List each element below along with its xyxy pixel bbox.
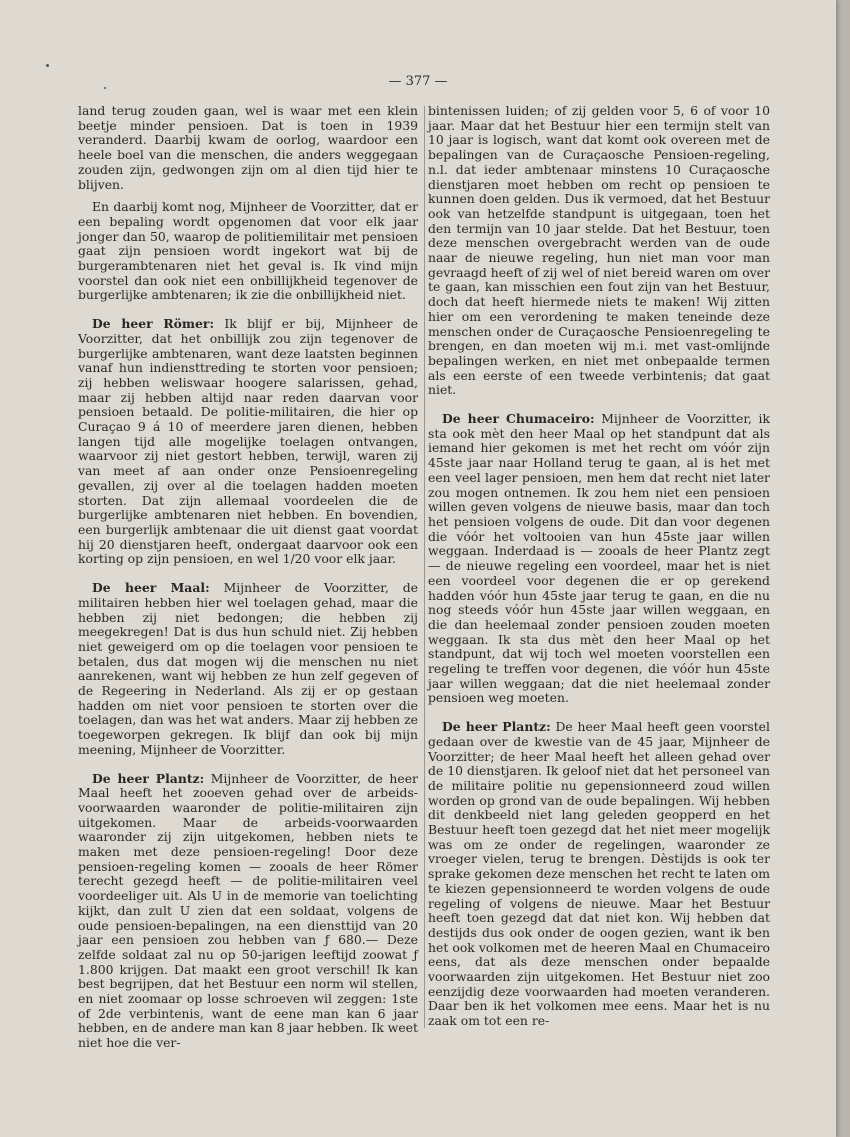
speaker-name: De heer Maal: xyxy=(92,580,210,596)
page-number: — 377 — xyxy=(388,74,448,89)
speech-paragraph xyxy=(78,772,418,1051)
speech-paragraph xyxy=(78,317,418,567)
speech-text: Mijnheer de Voorzitter, de militairen hebben hier wel toelagen gehad, maar die hebben zij niet bedongen; die hebben zij meegekregen! Dat is dus hun schuld niet. Zij hebben niet geweigerd om op die toelagen voor pensioen te betalen, dus dat mogen wij die menschen nu niet aanrekenen, want wij hebben ze hun zelf gegeven of de Regeering in Nederland. Als zij er op gestaan hadden om niet voor pensioen te storten over die toelagen, dan was het wat anders. Maar zij hebben ze toegeworpen gekregen. Ik blijf dan ook bij mijn meening, Mijnheer de Voorzitter. xyxy=(78,580,418,757)
paragraph: land terug zouden gaan, wel is waar met een klein beetje minder pensioen. Dat is toen in 1939 veranderd. Daarbij kwam de oorlog, waardoor een heele boel van die menschen, die anders weggegaan zouden zijn, gedwongen zijn om al dien tijd hier te blijven. xyxy=(78,103,418,192)
right-column xyxy=(428,104,770,1039)
speaker-name: De heer Römer: xyxy=(92,316,215,332)
speaker-name: De heer Chumaceiro: xyxy=(442,411,595,427)
paragraph: En daarbij komt nog, Mijnheer de Voorzitter, dat er een bepaling wordt opgenomen dat voor elk jaar jonger dan 50, waarop de politiemilitair met pensioen gaat zijn pensioen wordt ingekort wat bij de burgerambtenaren niet het geval is. Ik vind mijn voorstel dan ook niet een onbillijkheid tegenover de burgerlijke ambtenaren; ik zie die onbillijkheid niet. xyxy=(78,199,418,303)
speech-paragraph xyxy=(78,581,418,757)
speech-text: De heer Maal heeft geen voorstel gedaan over de kwestie van de 45 jaar, Mijnheer de Voorzitter; de heer Maal heeft het alleen gehad over de 10 dienstjaren. Ik geloof niet dat het personeel van de militaire politie nu gepensionneerd zoud willen worden op grond van de oude bepalingen. Wij hebben dit denkbeeld niet lang geleden geopperd en het Bestuur heeft toen gezegd dat het niet meer mogelijk was om ze onder de regelingen, waaronder ze vroeger vielen, terug te brengen. Dèstijds is ook ter sprake gekomen deze menschen het recht te laten om te kiezen gepensionneerd te worden volgens de oude regeling of volgens de nieuwe. Maar het Bestuur heeft toen gezegd dat dat niet kon. Wij hebben dat destijds dus ook onder de oogen gezien, want ik ben het ook volkomen met de heeren Maal en Chumaceiro eens, dat als deze menschen onder bepaalde voorwaarden zijn uitgekomen. Het Bestuur niet zoo eenzijdig deze voorwaarden had moeten veranderen. Daar ben ik het volkomen mee eens. Maar het is nu zaak om tot een re- xyxy=(428,719,770,1029)
column-divider xyxy=(424,106,425,1028)
speech-text: Mijnheer de Voorzitter, de heer Maal heeft het zooeven gehad over de arbeids-voorwaarden waaronder de politie-militairen zijn uitgekomen. Maar de arbeids-voorwaarden waaronder zij zijn uitgekomen, hebben niets te maken met deze pensioen-regeling! Door deze pensioen-regeling komen — zooals de heer Römer terecht gezegd heeft — de politie-militairen veel voordeeliger uit. Als U in de memorie van toelichting kijkt, dan zult U zien dat een soldaat, volgens de oude pensioen-bepalingen, na een diensttijd van 20 jaar een pensioen zou hebben van ƒ 680.— Deze zelfde soldaat zal nu op 50-jarigen leeftijd zoowat ƒ 1.800 krijgen. Dat maakt een groot verschil! Ik kan best begrijpen, dat het Bestuur een norm wil stellen, en niet zoomaar op losse schroeven wil zeggen: 1ste of 2de verbintenis, want de eene man kan 6 jaar hebben, en de andere man kan 8 jaar hebben. Ik weet niet hoe die ver- xyxy=(78,770,418,1051)
speech-paragraph xyxy=(428,412,770,706)
speaker-name: De heer Plantz: xyxy=(92,770,205,786)
paragraph: bintenissen luiden; of zij gelden voor 5, 6 of voor 10 jaar. Maar dat het Bestuur hier een termijn stelt van 10 jaar is logisch, want dat komt ook overeen met de bepalingen van de Curaçaosche Pensioen-regeling, n.l. dat ieder ambtenaar minstens 10 Curaçaosche dienstjaren moet hebben om recht op pensioen te kunnen doen gelden. Dus ik vermoed, dat het Bestuur ook van hetzelfde standpunt is uitgegaan, toen het den termijn van 10 jaar stelde. Dat het Bestuur, toen deze menschen overgebracht werden van de oude naar de nieuwe regeling, hun niet man voor man gevraagd heeft of zij wel of niet bereid waren om over te gaan, kan misschien een fout zijn van het Bestuur, doch dat heeft hiermede niets te maken! Wij zitten hier om een verordening te maken teneinde deze menschen onder de Curaçaosche Pensioenregeling te brengen, en dan moeten wij m.i. met vast-omlijnde bepalingen werken, en niet met onbepaalde termen als een eerste of een tweede verbintenis; dat gaat niet. xyxy=(428,103,770,398)
speaker-name: De heer Plantz: xyxy=(442,719,551,735)
speech-text: Mijnheer de Voorzitter, ik sta ook mèt den heer Maal op het standpunt dat als iemand hier gekomen is met het recht om vóór zijn 45ste jaar naar Holland terug te gaan, al is het met een veel lager pensioen, men hem dat recht niet later zou mogen ontnemen. Ik zou hem niet een pensioen willen geven volgens de nieuwe basis, maar dan toch het pensioen volgens de oude. Dit dan voor degenen die vóór het voltooien van hun 45ste jaar willen weggaan. Inderdaad is — zooals de heer Plantz zegt — de nieuwe regeling een voordeel, maar het is niet een voordeel voor degenen die er op gerekend hadden vóór hun 45ste jaar terug te gaan, en die nu nog steeds vóór hun 45ste jaar willen weggaan, en die dan heelemaal zonder pensioen zouden moeten weggaan. Ik sta dus mèt den heer Maal op het standpunt, dat wij toch wel moeten voorstellen een regeling te treffen voor degenen, die vóór hun 45ste jaar willen weggaan; dat die niet heelemaal zonder pensioen weg moeten. xyxy=(428,411,770,706)
left-column xyxy=(78,104,418,1061)
dust-speck xyxy=(46,64,49,67)
speech-text: Ik blijf er bij, Mijnheer de Voorzitter, dat het onbillijk zou zijn tegenover de burgerlijke ambtenaren, want deze laatsten beginnen vanaf hun indiensttreding te storten voor pensioen; zij hebben weliswaar hoogere salarissen, gehad, maar zij hebben altijd naar reden daarvan voor pensioen betaald. De politie-militairen, die hier op Curaçao 9 á 10 of meerdere jaren dienen, hebben langen tijd alle mogelijke toelagen ontvangen, waarvoor zij niet gestort hebben, terwijl, waren zij van meet af aan onder onze Pensioenregeling gevallen, zij over al die toelagen hadden moeten storten. Dat zijn allemaal voordeelen die de burgerlijke ambtenaren niet hebben. En bovendien, een burgerlijk ambtenaar die uit dienst gaat voordat hij 20 dienstjaren heeft, ondergaat daarvoor ook een korting op zijn pensioen, en wel 1/20 voor elk jaar. xyxy=(78,316,418,567)
speech-paragraph xyxy=(428,720,770,1029)
